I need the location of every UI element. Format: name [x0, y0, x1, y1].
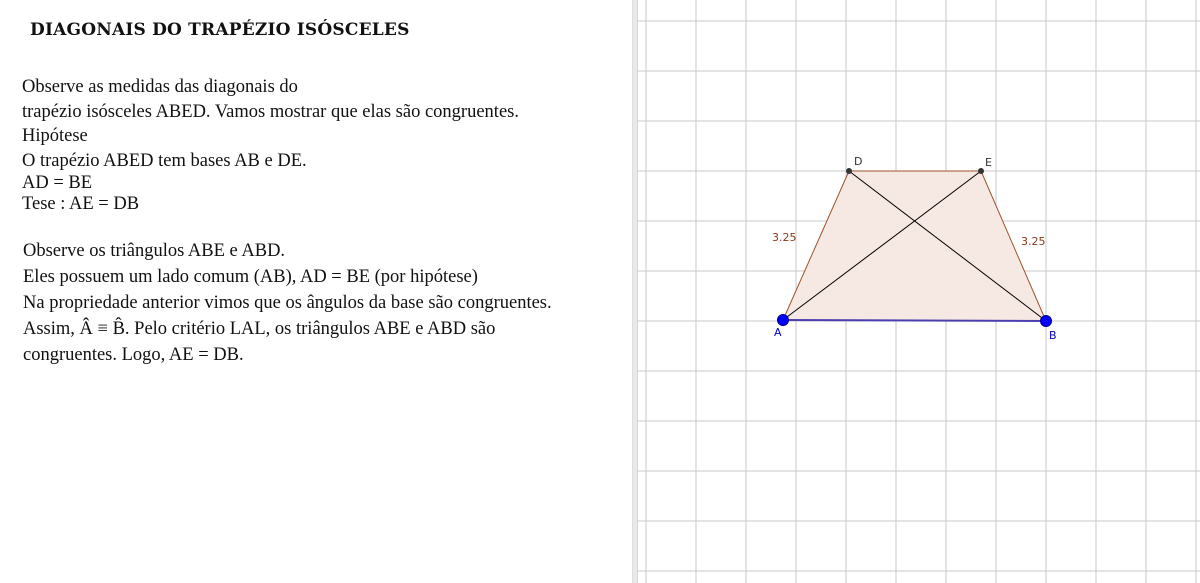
length-label-ad: 3.25: [772, 231, 797, 244]
point-label-b: B: [1049, 329, 1057, 342]
proof-line-5: congruentes. Logo, AE = DB.: [23, 345, 244, 365]
thesis: Tese : AE = DB: [22, 194, 140, 214]
intro-line-2: trapézio isósceles ABED. Vamos mostrar que elas são congruentes.: [22, 101, 519, 122]
point-label-d: D: [854, 155, 863, 168]
proof-line-1: Observe os triângulos ABE e ABD.: [23, 241, 286, 261]
point-label-e: E: [985, 156, 992, 169]
hypothesis-sides: AD = BE: [22, 173, 93, 193]
hypothesis-bases: O trapézio ABED tem bases AB e DE.: [22, 150, 307, 171]
segment-ab[interactable]: [783, 320, 1046, 321]
intro-line-1: Observe as medidas das diagonais do: [22, 77, 298, 97]
proof-text: [23, 238, 552, 368]
geometry-canvas[interactable]: [638, 0, 1200, 583]
proof-line-4: Assim, Â ≡ B̂. Pelo critério LAL, os triângulos ABE e ABD são: [23, 319, 496, 339]
trapezoid-abed[interactable]: [783, 171, 1046, 321]
page-title: DIAGONAIS DO TRAPÉZIO ISÓSCELES: [30, 20, 410, 40]
length-label-be: 3.25: [1021, 235, 1046, 248]
point-e[interactable]: [978, 168, 984, 174]
point-d[interactable]: [846, 168, 852, 174]
hypothesis-heading: Hipótese: [22, 126, 88, 146]
proof-line-2: Eles possuem um lado comum (AB), AD = BE (por hipótese): [23, 267, 478, 287]
point-a[interactable]: [778, 315, 789, 326]
proof-line-3: Na propriedade anterior vimos que os ângulos da base são congruentes.: [23, 293, 552, 313]
point-label-a: A: [774, 326, 782, 339]
intro-text: [22, 75, 519, 215]
point-b[interactable]: [1041, 316, 1052, 327]
graphics-view[interactable]: [638, 0, 1200, 583]
